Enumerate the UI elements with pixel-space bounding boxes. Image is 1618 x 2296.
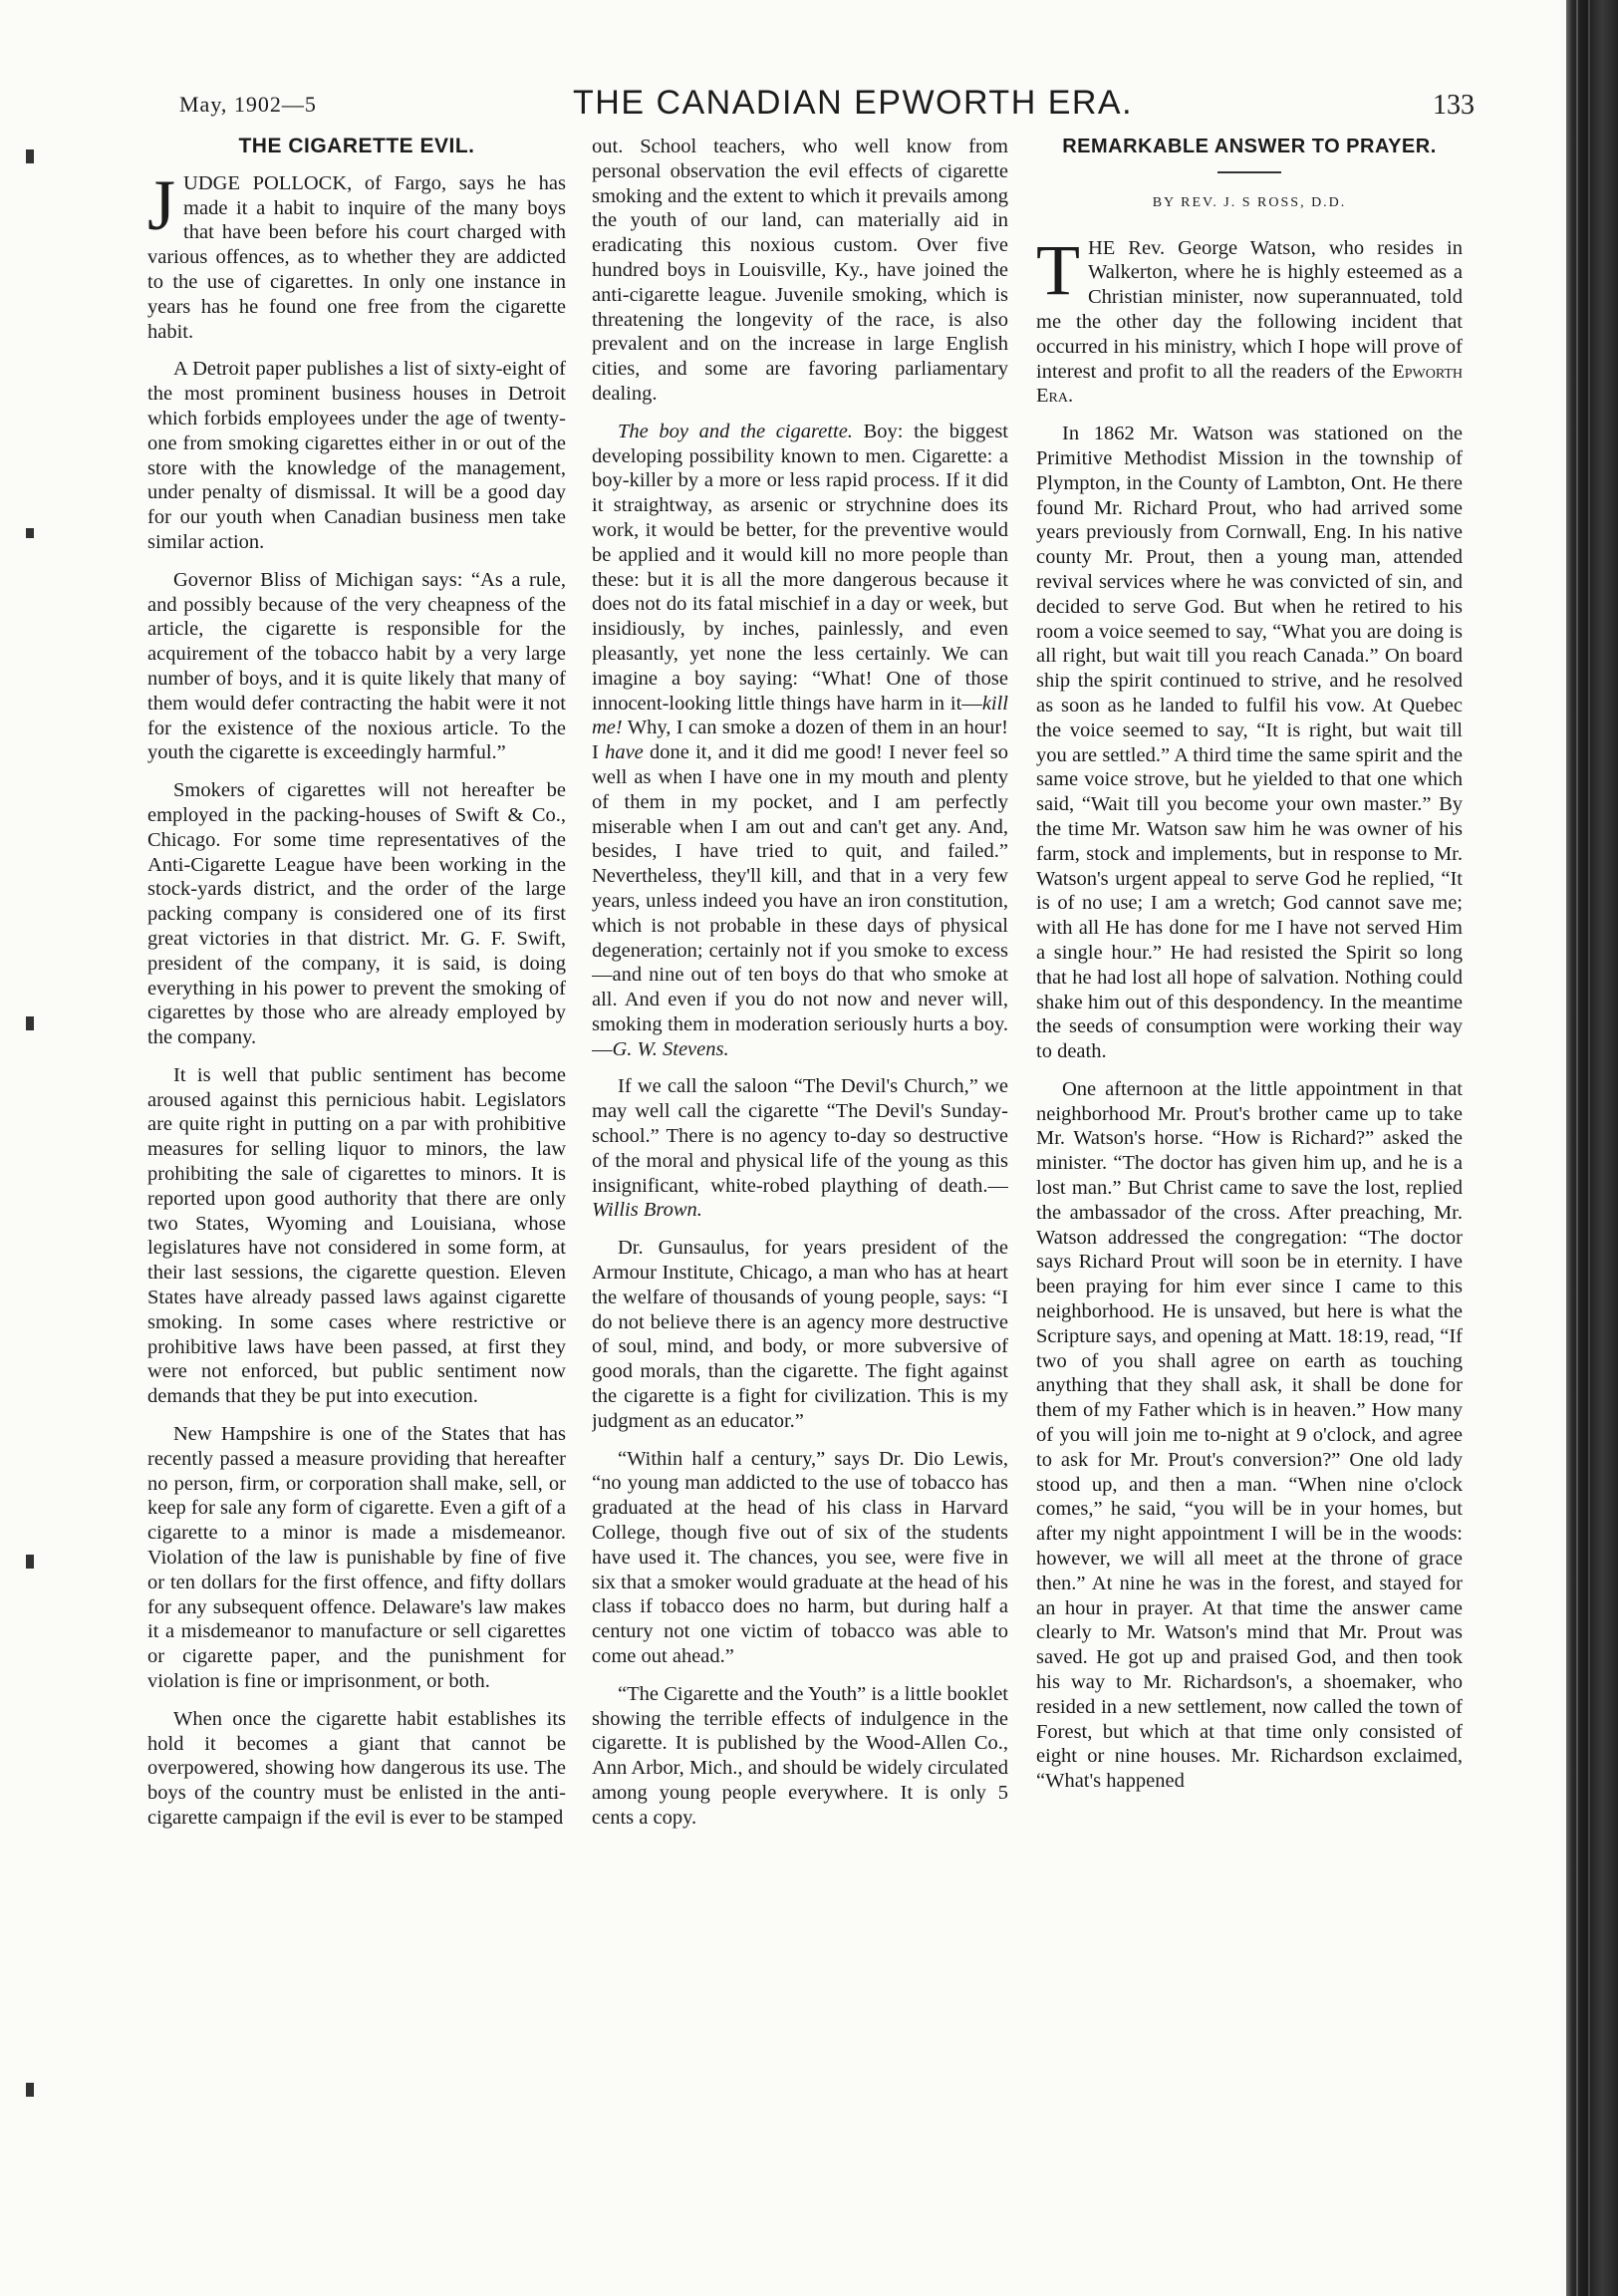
paragraph: One afternoon at the little appointment in that neighborhood Mr. Prout's brother came up to take Mr. Watson's horse. “How is Richard?” asked the minister. “The doctor has given him up, and he is a lost man.” But Christ came to save the lost, replied the ambassador of the cross. After preaching, Mr. Watson addressed the congregation: “The doctor says Richard Prout will soon be in eternity. I have been praying for him ever since I came to this neighborhood. He is unsaved, but here is what the Scripture says, and opening at Matt. 18:19, read, “If two of you shall agree on earth as touching anything that they shall ask, it shall be done for them of my Father which is in heaven.” How many of you will join me to-night at 9 o'clock, and agree to ask for Mr. Prout's conversion?” One old lady stood up, and then a man. “When nine o'clock comes,” he said, “you will be in your homes, but after my night appointment I will be in the woods: however, we will all meet at the throne of grace then.” At nine he was in the forest, and stayed for an hour in prayer. At that time the answer came clearly to Mr. Watson's mind that Mr. Prout was saved. He got up and praised God, and then took his way to Mr. Richardson's, a shoemaker, who resided in a new settlement, now called the town of Forest, but which at that time only consisted of eight or nine houses. Mr. Richardson exclaimed, “What's happened [1036,1077,1463,1793]
drop-cap: T [1036,229,1080,310]
margin-mark [26,1555,34,1569]
paragraph: Governor Bliss of Michigan says: “As a rule, and possibly because of the very cheapness of the article, the cigarette is responsible for the acquirement of the tobacco habit by a very large number of boys, and it is quite likely that many of them would defer contracting the habit were it not for the existence of the noxious article. To the youth the cigarette is exceedingly harmful.” [147,568,566,764]
paragraph: “Within half a century,” says Dr. Dio Lewis, “no young man addicted to the use of tobacco has graduated at the head of his class in Harvard College, though five out of six of the students have used it. The chances, you see, were five in six that a smoker would graduate at the head of his class if tobacco does no harm, but during half a century not one victim of tobacco was able to come out ahead.” [592,1447,1008,1668]
paragraph: When once the cigarette habit establishes its hold it becomes a giant that cannot be overpowered, showing how dangerous its use. The boys of the country must be enlisted in the anti-cigarette campaign if the evil is ever to be stamped [147,1707,566,1829]
drop-cap: J [147,164,176,245]
column-2 [592,135,1008,2187]
paragraph: If we call the saloon “The Devil's Church,” we may well call the cigarette “The Devil's Sunday-school.” There is no agency to-day so destructive of the moral and physical life of the young as this insignificant, white-robed plaything of death.— Willis Brown. [592,1075,1008,1222]
page-number: 133 [1433,90,1475,121]
book-spine [1566,0,1618,2296]
paragraph: In 1862 Mr. Watson was stationed on the Primitive Methodist Mission in the township of Plympton, in the County of Lambton, Ont. He there found Mr. Richard Prout, who had arrived some years previously from Cornwall, Eng. In his native county Mr. Prout, then a young man, attended revival services where he was convicted of sin, and decided to serve God. But when he retired to his room a voice seemed to say, “What you are doing is all right, but wait till you reach Canada.” On board ship the spirit continued to strive, and he resolved as soon as he landed to fulfil his vow. At Quebec the voice seemed to say, “It is right, but wait till you are settled.” A third time the same spirit and the same voice strove, but he yielded to that one which said, “Wait till you become your own master.” By the time Mr. Watson saw him he was owner of his farm, stock and implements, but in response to Mr. Watson's urgent appeal to serve God he replied, “It is of no use; I am a wretch; God cannot save me; with all He has done for me I have not served Him a single hour.” He had resisted the Spirit so long that he had lost all hope of salvation. Nothing could shake him out of this despondency. In the meantime the seeds of consumption were working their way to death. [1036,423,1463,1063]
page-edge [1576,0,1578,2296]
paragraph: It is well that public sentiment has become aroused against this pernicious habit. Legislators are quite right in putting on a par with prohibitive measures for selling liquor to minors, the law prohibiting the sale of cigarettes to minors. It is reported upon good authority that there are only two States, Wyoming and Louisiana, whose legislatures have not considered in some form, at their last sessions, the cigarette question. Eleven States have already passed laws against cigarette smoking. In some cases where restrictive or prohibitive laws have been passed, at first they were not enforced, but public sentiment now demands that they be put into execution. [147,1063,566,1408]
issue-date: May, 1902—5 [179,92,317,117]
paragraph: out. School teachers, who well know from personal observation the evil effects of cigarette smoking and the extent to which it prevails among the youth of our land, can materially aid in eradicating this noxious custom. Over five hundred boys in Louisville, Ky., have joined the anti-cigarette league. Juvenile smoking, which is threatening the longevity of the race, is also prevalent and on the increase in large English cities, and some are favoring parliamentary dealing. [592,136,1008,405]
paragraph: Smokers of cigarettes will not hereafter be employed in the packing-houses of Swift & Co., Chicago. For some time representatives of the Anti-Cigarette League have been working in the stock-yards district, and the order of the large packing company is considered one of its first great victories in that district. Mr. G. F. Swift, president of the company, it is said, is doing everything in his power to prevent the smoking of cigarettes by those who are already employed by the company. [147,779,566,1049]
page-edge [1588,0,1590,2296]
page-header [179,84,1475,134]
margin-mark [26,149,34,163]
article-title: REMARKABLE ANSWER TO PRAYER. [1062,136,1437,157]
margin-mark [26,528,34,538]
paragraph: New Hampshire is one of the States that has recently passed a measure providing that hereafter no person, firm, or corporation shall make, sell, or keep for sale any form of cigarette. Even a gift of a cigarette to a minor is made a misdemeanor. Violation of the law is punishable by fine of five or ten dollars for the first offence, and fifty dollars for any subsequent offence. Delaware's law makes it a misdemeanor to manufacture or sell cigarettes or cigarette paper, and the punishment for violation is fine or imprisonment, or both. [147,1423,566,1693]
paragraph: Dr. Gunsaulus, for years president of the Armour Institute, Chicago, a man who has at heart the welfare of thousands of young people, says: “I do not believe there is an agency more destructive of soul, mind, and body, or more subversive of good morals, than the cigarette. The fight against the cigarette is a fight for civilization. This is my judgment as an educator.” [592,1237,1008,1432]
paragraph: JUDGE POLLOCK, of Fargo, says he has made it a habit to inquire of the many boys that have been before his court charged with various offences, as to whether they are addicted to the use of cigarettes. In only one instance in years has he found one free from the cigarette habit. [147,164,566,343]
paragraph: THE Rev. George Watson, who resides in Walkerton, where he is highly esteemed as a Christian minister, now superannuated, told me the other day the following incident that occurred in his ministry, which I hope will prove of interest and profit to all the readers of the Epworth Era. [1036,229,1463,408]
column-3 [1036,135,1463,2187]
paragraph: A Detroit paper publishes a list of sixty-eight of the most prominent business houses in Detroit which forbids employees under the age of twenty-one from smoking cigarettes either in or out of the store with the knowledge of the management, under penalty of dismissal. It will be a good day for our youth when Canadian business men take similar action. [147,358,566,553]
margin-mark [26,2083,34,2097]
column-1 [147,135,566,2187]
margin-mark [26,1016,34,1030]
divider [1217,171,1281,173]
article-title: THE CIGARETTE EVIL. [238,135,475,157]
paragraph: “The Cigarette and the Youth” is a little booklet showing the terrible effects of indulgence in the cigarette. It is published by the Wood-Allen Co., Ann Arbor, Mich., and should be widely circulated among young people everywhere. It is only 5 cents a copy. [592,1682,1008,1829]
byline: BY REV. J. S ROSS, D.D. [1152,194,1347,210]
publication-title: THE CANADIAN EPWORTH ERA. [573,84,1134,122]
paragraph: The boy and the cigarette. Boy: the biggest developing possibility known to men. Cigarette: a boy-killer by a more or less rapid process. If it did it straightway, as arsenic or strychnine does its work, it would be better, for the preventive would be applied and it would kill no more people than these: but it is all the more dangerous because it does not do its fatal mischief in a day or week, but insidiously, by inches, painlessly, and even pleasantly, yet none the less certainly. We can imagine a boy saying: “What! One of those innocent-looking little things have harm in it—kill me! Why, I can smoke a dozen of them in an hour! I have done it, and it did me good! I never feel so well as when I have one in my mouth and plenty of them in my pocket, and I am perfectly miserable when I am out and can't get any. And, besides, I have tried to quit, and failed.” Nevertheless, they'll kill, and that in a very few years, unless indeed you have an iron constitution, which is not probable in these days of physical degeneration; certainly not if you smoke to excess—and nine out of ten boys do that who smoke at all. And even if you do not now and never will, smoking them in moderation seriously hurts a boy.—G. W. Stevens. [592,420,1008,1060]
